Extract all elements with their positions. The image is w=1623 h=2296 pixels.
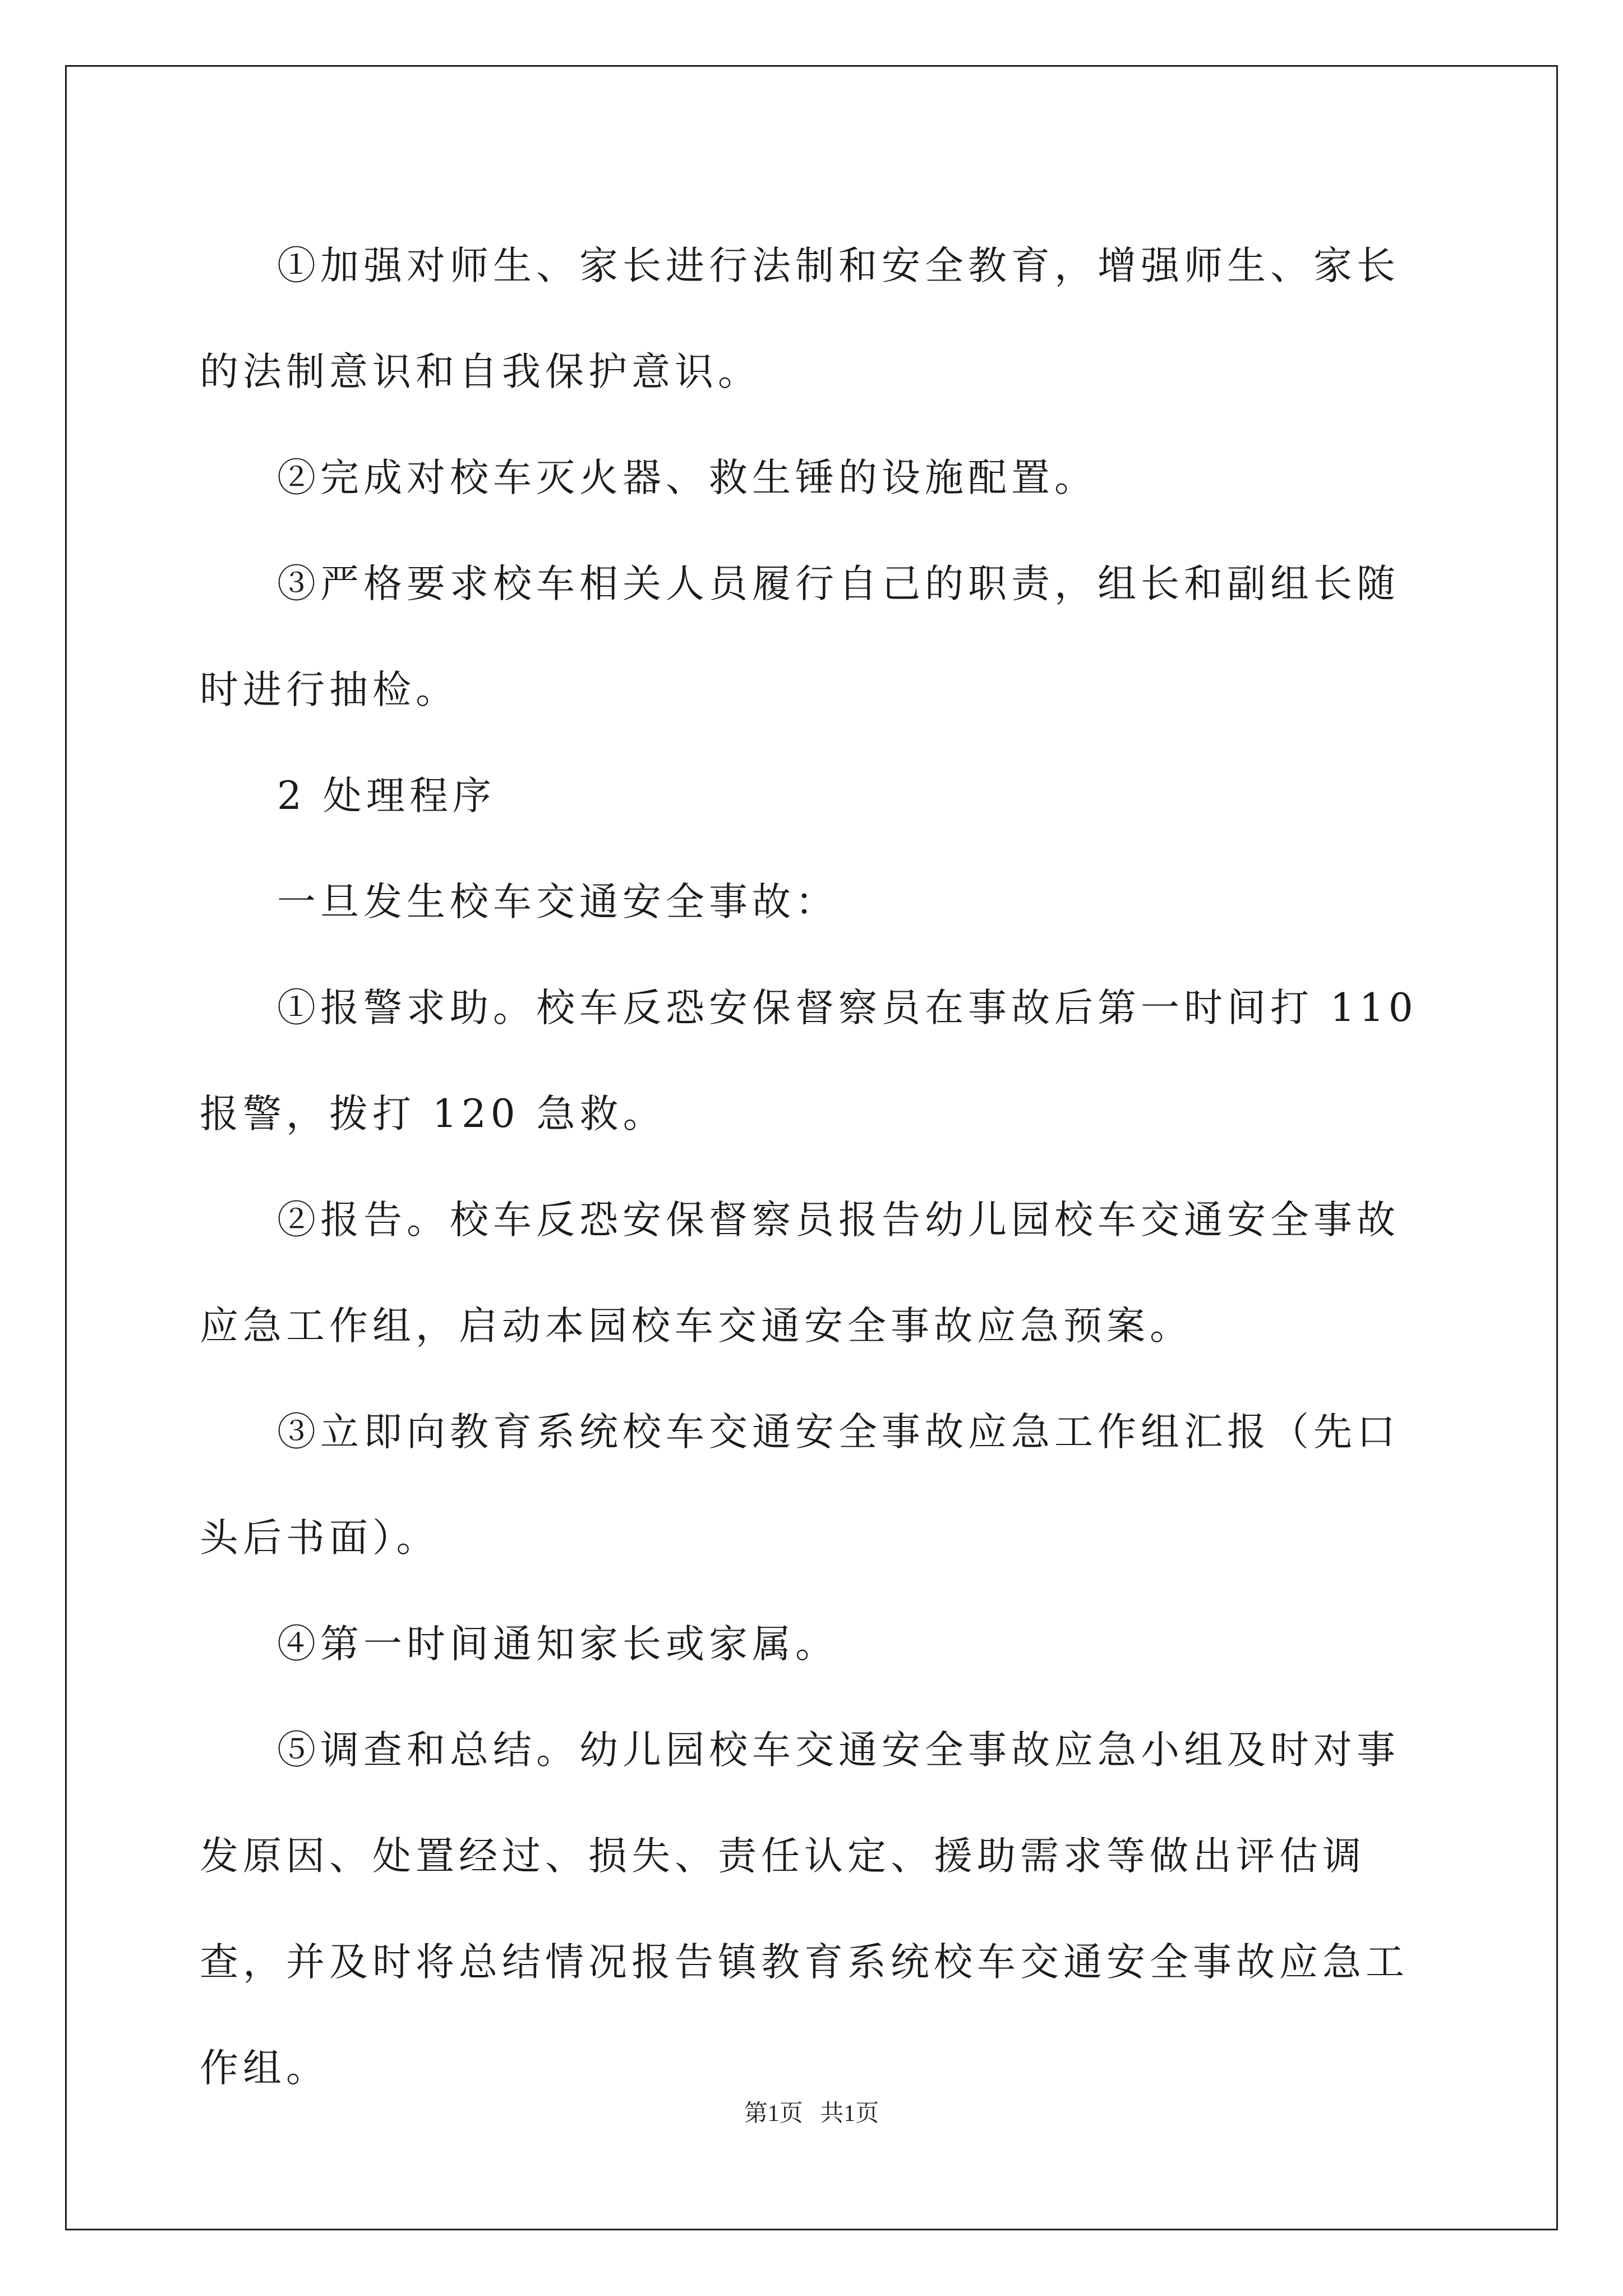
document-body [200,213,1422,2122]
paragraph-intro: 一旦发生校车交通安全事故： [277,880,838,924]
page-number-current: 第1页 [744,2101,803,2127]
paragraph-step-3: ③立即向教育系统校车交通安全事故应急工作组汇报（先口头后书面）。 [200,1410,1400,1561]
paragraph-step-5: ⑤调查和总结。幼儿园校车交通安全事故应急小组及时对事发原因、处置经过、损失、责任认定、援助需求等做出评估调查，并及时将总结情况报告镇教育系统校车交通安全事故应急工作组。 [200,1728,1409,2091]
page-number-total: 共1页 [820,2101,879,2127]
paragraph-step-2: ②报告。校车反恐安保督察员报告幼儿园校车交通安全事故应急工作组，启动本园校车交通安全事故应急预案。 [200,1198,1400,1349]
section-heading: 2 处理程序 [277,774,496,818]
paragraph-prevention-2: ②完成对校车灭火器、救生锤的设施配置。 [277,455,1098,500]
paragraph-step-4: ④第一时间通知家长或家属。 [277,1622,838,1667]
paragraph-step-1: ①报警求助。校车反恐安保督察员在事故后第一时间打 110 报警，拨打 120 急救。 [200,986,1418,1137]
paragraph-prevention-3: ③严格要求校车相关人员履行自己的职责，组长和副组长随时进行抽检。 [200,562,1400,712]
page-footer [0,2095,1623,2128]
paragraph-prevention-1: ①加强对师生、家长进行法制和安全教育，增强师生、家长的法制意识和自我保护意识。 [200,243,1400,394]
